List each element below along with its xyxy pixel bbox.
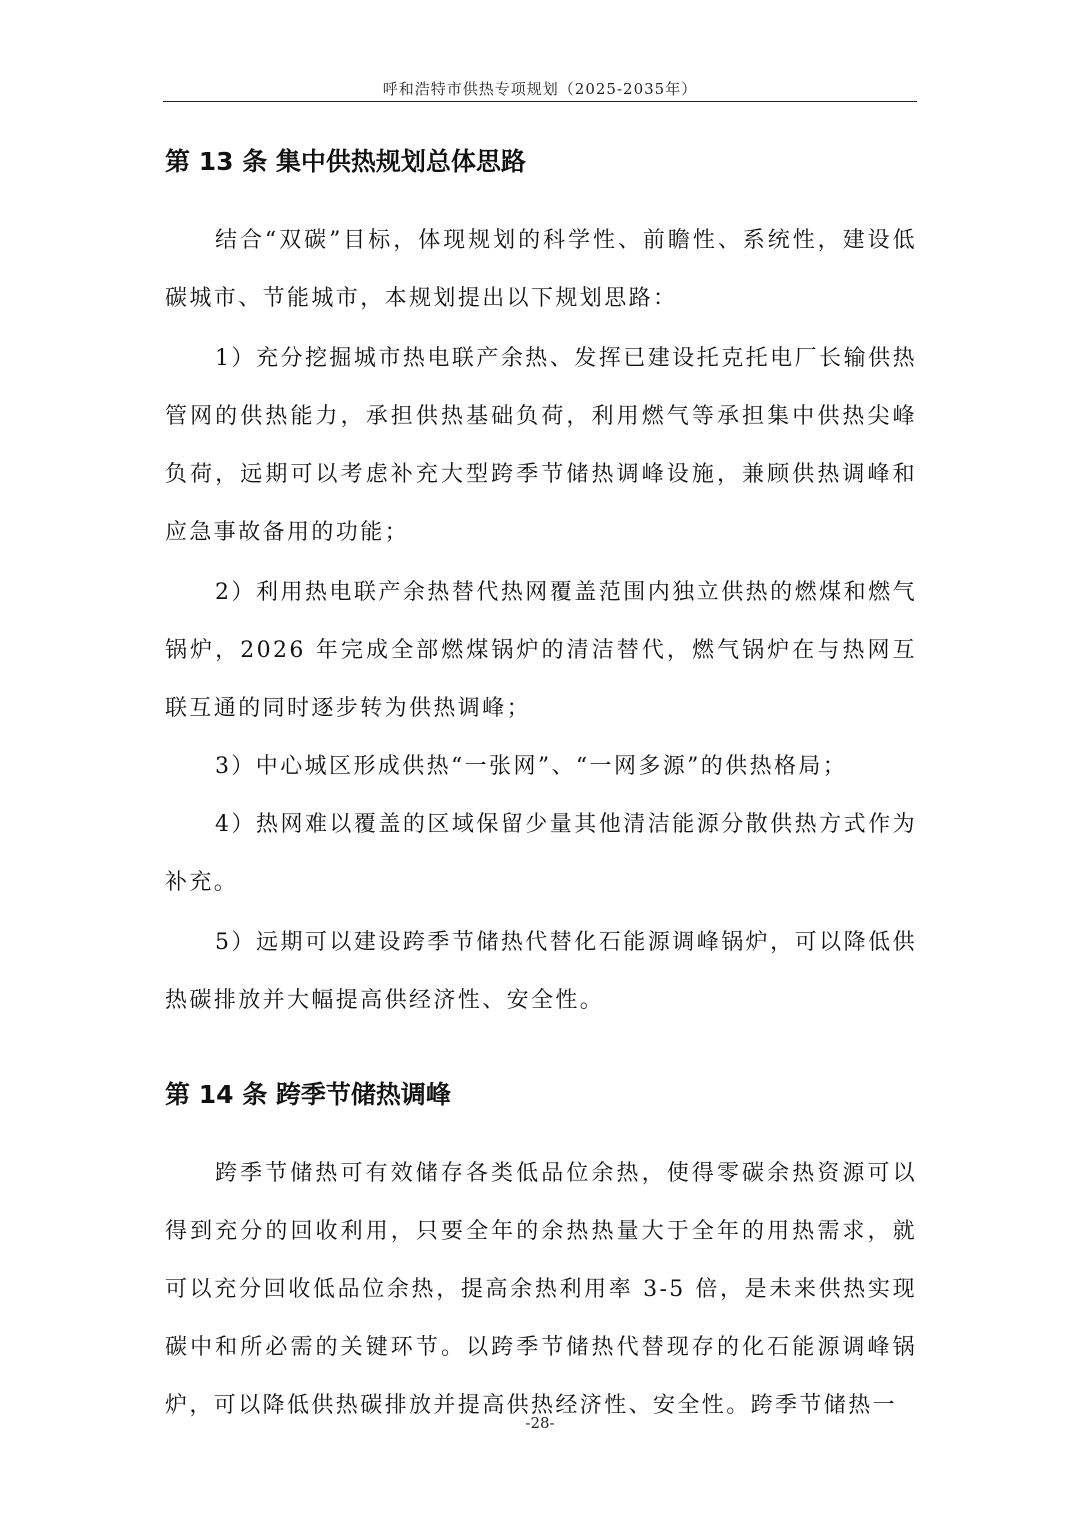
section-13-intro: 结合“双碳”目标，体现规划的科学性、前瞻性、系统性，建设低碳城市、节能城市，本规划提出以下规划思路：: [165, 228, 917, 311]
page-number: -28-: [525, 1414, 555, 1432]
page-header-title: 呼和浩特市供热专项规划（2025-2035年）: [382, 80, 698, 98]
document-body: [165, 140, 917, 1435]
section-13-title: 第 13 条 集中供热规划总体思路: [165, 147, 526, 176]
section-13-item-5: 5）远期可以建设跨季节储热代替化石能源调峰锅炉，可以降低供热碳排放并大幅提高供经济性、安全性。: [165, 930, 917, 1013]
section-13-item-4: 4）热网难以覆盖的区域保留少量其他清洁能源分散供热方式作为补充。: [165, 812, 917, 895]
section-14-title: 第 14 条 跨季节储热调峰: [165, 1080, 451, 1109]
section-13-item-3: 3）中心城区形成供热“一张网”、“一网多源”的供热格局；: [215, 754, 848, 779]
section-14-intro: 跨季节储热可有效储存各类低品位余热，使得零碳余热资源可以得到充分的回收利用，只要全年的余热热量大于全年的用热需求，就可以充分回收低品位余热，提高余热利用率 3-5 倍，是未来供热实现碳中和所必需的关键环节。以跨季节储热代替现存的化石能源调峰锅炉，可以降低供热碳排放并提高供热经济性、安全性。跨季节储热一: [165, 1161, 917, 1418]
section-13-item-2: 2）利用热电联产余热替代热网覆盖范围内独立供热的燃煤和燃气锅炉，2026 年完成全部燃煤锅炉的清洁替代，燃气锅炉在与热网互联互通的同时逐步转为供热调峰；: [165, 580, 917, 721]
section-13-item-1: 1）充分挖掘城市热电联产余热、发挥已建设托克托电厂长输供热管网的供热能力，承担供热基础负荷，利用燃气等承担集中供热尖峰负荷，远期可以考虑补充大型跨季节储热调峰设施，兼顾供热调峰和应急事故备用的功能；: [165, 346, 917, 545]
header-divider: [163, 101, 917, 102]
